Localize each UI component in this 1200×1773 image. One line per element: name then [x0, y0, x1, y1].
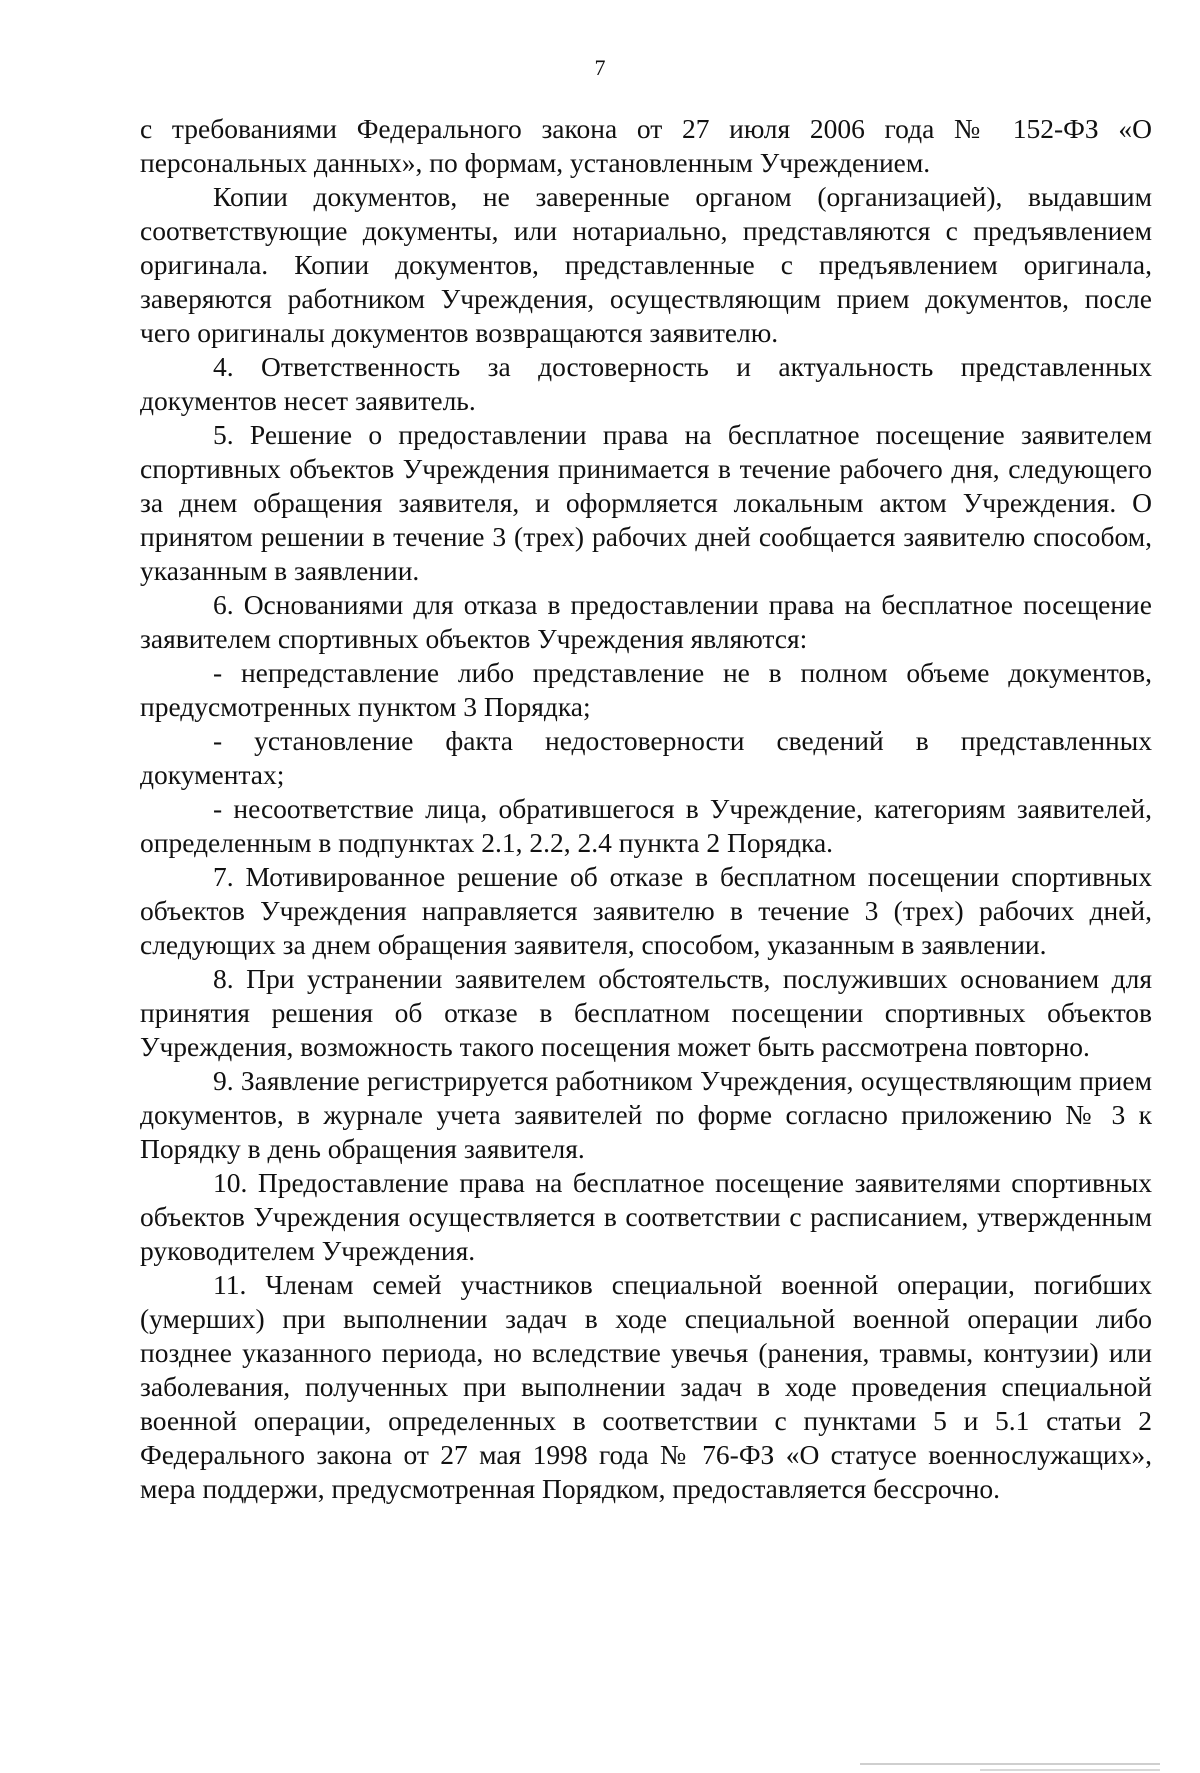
- paragraph-item-11: 11. Членам семей участников специальной военной операции, погибших (умерших) при выполнении задач в ходе специальной военной операции либо позднее указанного периода, но вследствие увечья (ранения, травмы, контузии) или заболевания, полученных при выполнении задач в ходе проведения специальной военной операции, определенных в соответствии с пунктами 5 и 5.1 статьи 2 Федерального закона от 27 мая 1998 года № 76-ФЗ «О статусе военнослужащих», мера поддержи, предусмотренная Порядком, предоставляется бессрочно.: [140, 1269, 1152, 1504]
- paragraph-item-7: 7. Мотивированное решение об отказе в бесплатном посещении спортивных объектов Учреждения направляется заявителю в течение 3 (трех) рабочих дней, следующих за днем обращения заявителя, способом, указанным в заявлении.: [140, 861, 1152, 960]
- scan-edge-line-secondary: [980, 1769, 1160, 1771]
- paragraph-item-5: 5. Решение о предоставлении права на бесплатное посещение заявителем спортивных объектов Учреждения принимается в течение рабочего дня, следующего за днем обращения заявителя, и оформляется локальным актом Учреждения. О принятом решении в течение 3 (трех) рабочих дней сообщается заявителю способом, указанным в заявлении.: [140, 419, 1152, 586]
- paragraph-item-10: 10. Предоставление права на бесплатное посещение заявителями спортивных объектов Учреждения осуществляется в соответствии с расписанием, утвержденным руководителем Учреждения.: [140, 1167, 1152, 1266]
- scan-edge-line: [860, 1763, 1160, 1765]
- page-number: 7: [594, 55, 606, 80]
- paragraph-copies-certification: Копии документов, не заверенные органом (организацией), выдавшим соответствующие документы, или нотариально, представляются с предъявлением оригинала. Копии документов, представленные с предъявлением оригинала, заверяются работником Учреждения, осуществляющим прием документов, после чего оригиналы документов возвращаются заявителю.: [140, 181, 1152, 348]
- paragraph-continuation: с требованиями Федерального закона от 27 июля 2006 года № 152-ФЗ «О персональных данных», по формам, установленным Учреждением.: [140, 113, 1152, 178]
- paragraph-item-6-bullet-2: - установление факта недостоверности сведений в представленных документах;: [140, 725, 1152, 790]
- paragraph-item-9: 9. Заявление регистрируется работником Учреждения, осуществляющим прием документов, в журнале учета заявителей по форме согласно приложению № 3 к Порядку в день обращения заявителя.: [140, 1065, 1152, 1164]
- paragraph-item-6-bullet-1: - непредставление либо представление не в полном объеме документов, предусмотренных пунктом 3 Порядка;: [140, 657, 1152, 722]
- document-body: [140, 112, 1152, 1506]
- paragraph-item-8: 8. При устранении заявителем обстоятельств, послуживших основанием для принятия решения об отказе в бесплатном посещении спортивных объектов Учреждения, возможность такого посещения может быть рассмотрена повторно.: [140, 963, 1152, 1062]
- paragraph-item-6-bullet-3: - несоответствие лица, обратившегося в Учреждение, категориям заявителей, определенным в подпунктах 2.1, 2.2, 2.4 пункта 2 Порядка.: [140, 793, 1152, 858]
- paragraph-item-6: 6. Основаниями для отказа в предоставлении права на бесплатное посещение заявителем спортивных объектов Учреждения являются:: [140, 589, 1152, 654]
- paragraph-item-4: 4. Ответственность за достоверность и актуальность представленных документов несет заявитель.: [140, 351, 1152, 416]
